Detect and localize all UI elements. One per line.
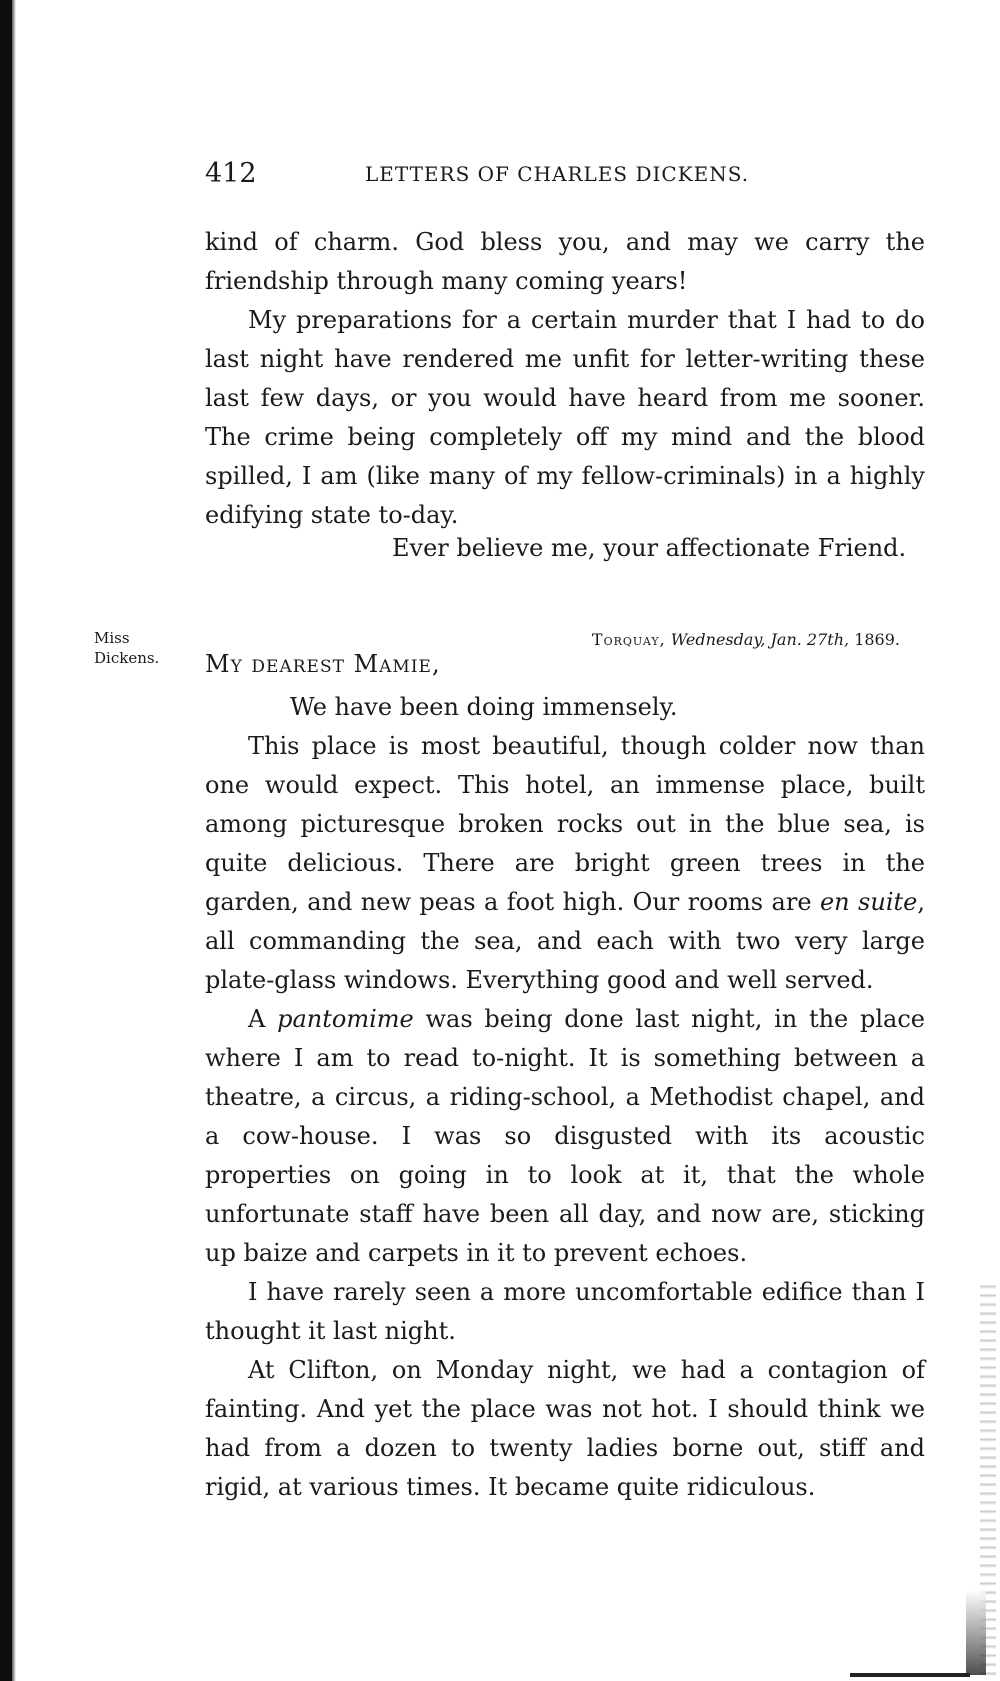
margin-note — [94, 628, 159, 668]
paragraph: We have been doing immensely. — [290, 693, 678, 721]
paragraph — [205, 1000, 925, 1273]
italic-text: pantomime — [277, 1005, 414, 1033]
text-run: This place is most beautiful, though colder now than one would expect. This hotel, an immense place, built among picturesque broken rocks out in the blue sea, is quite delicious. There are bright green trees in the garden, and new peas a foot high. Our rooms are — [205, 732, 925, 916]
paragraph: I have rarely seen a more uncomfortable edifice than I thought it last night. — [205, 1278, 925, 1345]
dateline-date: Wednesday, Jan. 27th, — [670, 630, 850, 649]
paragraph: kind of charm. God bless you, and may we carry the friendship through many coming years! — [205, 228, 925, 295]
paragraph: At Clifton, on Monday night, we had a contagion of fainting. And yet the place was not hot. I should think we had from a dozen to twenty ladies borne out, stiff and rigid, at various times. It became quite ridiculous. — [205, 1356, 925, 1501]
margin-note-line: Dickens. — [94, 649, 160, 667]
text-run: A — [248, 1005, 278, 1033]
dateline-place: Torquay, — [591, 630, 666, 649]
letter-one-body — [205, 223, 925, 535]
dateline-year: 1869. — [854, 630, 900, 649]
paragraph: My preparations for a certain murder that I had to do last night have rendered me unfit for letter-writing these last few days, or you would have heard from me sooner. The crime being completely off my mind and the blood spilled, I am (like many of my fellow-criminals) in a highly edifying state to-day. — [205, 306, 925, 529]
page-bottom-shadow — [850, 1673, 970, 1677]
page-header — [205, 158, 925, 198]
running-head: LETTERS OF CHARLES DICKENS. — [365, 162, 750, 186]
page-binding-edge — [0, 0, 12, 1681]
page-binding-shadow — [12, 0, 16, 1681]
page-corner-shadow — [966, 1590, 986, 1675]
letter-dateline — [592, 630, 900, 649]
paragraph — [205, 727, 925, 1000]
italic-text: en suite — [819, 888, 918, 916]
letter-salutation: My dearest Mamie, — [205, 650, 441, 678]
letter-two-body — [205, 688, 925, 1507]
text-run: , all commanding the sea, and each with two very large plate-glass windows. Everything good and well served. — [205, 888, 925, 994]
margin-note-line: Miss — [94, 629, 130, 647]
text-run: was being done last night, in the place where I am to read to-night. It is something between a theatre, a circus, a riding-school, a Methodist chapel, and a cow-house. I was so disgusted with its acoustic properties on going in to look at it, that the whole unfortunate staff have been all day, and now are, sticking up baize and carpets in it to prevent echoes. — [205, 1005, 925, 1267]
page-number: 412 — [205, 158, 257, 189]
letter-signoff: Ever believe me, your affectionate Friend. — [392, 534, 907, 562]
